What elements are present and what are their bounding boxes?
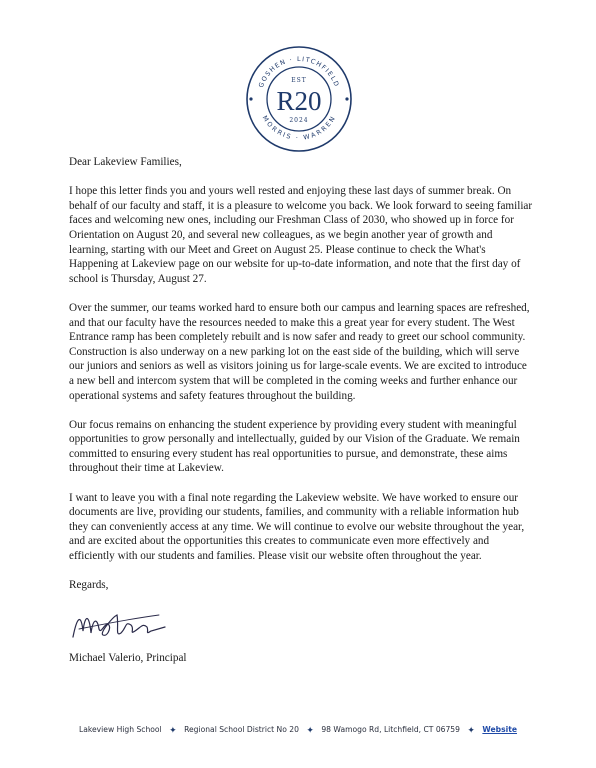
signature-image xyxy=(69,607,169,647)
paragraph-summer-updates: Over the summer, our teams worked hard to ensure both our campus and learning spaces are refreshed, and that our faculty have the resources needed to make this a great year for every student. The West Entrance ramp has been completely rebuilt and is now safer and ready to greet our school community. Construction is also underway on a new parking lot on the east side of the building, which will serve our juniors and seniors as well as visitors joining us for large-scale events. We are excited to introduce a new bell and intercom system that will be completed in the coming weeks and further enhance our operational systems and safety features throughout the building. xyxy=(69,301,530,402)
seal-bottom-arc-text: MORRIS · WARREN xyxy=(260,114,338,142)
signature-name: Michael Valerio, Principal xyxy=(69,652,187,665)
footer-separator-icon: ✦ xyxy=(467,726,475,736)
footer-website-link[interactable]: Website xyxy=(482,725,517,734)
salutation: Dear Lakeview Families, xyxy=(69,156,182,168)
seal-est-text: EST xyxy=(291,77,307,84)
closing: Regards, xyxy=(69,579,109,592)
seal-mark-text: R20 xyxy=(276,86,322,116)
paragraph-focus: Our focus remains on enhancing the student experience by providing every student with meaningful opportunities to grow personally and intellectually, guided by our Vision of the Graduate. We remain committed to ensuring every student has real opportunities to pursue, and demonstrate, these aims throughout their time at Lakeview. xyxy=(69,418,520,475)
footer-school: Lakeview High School xyxy=(79,725,162,734)
paragraph-website: I want to leave you with a final note regarding the Lakeview website. We have worked to ensure our documents are live, providing our students, families, and community with a reliable information hub they can conveniently access at any time. We will continue to evolve our website throughout the year, and are excited about the opportunities this creates to communicate even more effectively and efficiently with our students and families. Please visit our website often throughout the year. xyxy=(69,491,525,563)
district-seal-logo xyxy=(244,44,354,154)
seal-top-arc-text: GOSHEN · LITCHFIELD xyxy=(256,54,342,89)
footer-separator-icon: ✦ xyxy=(306,726,314,736)
footer-address: 98 Wamogo Rd, Litchfield, CT 06759 xyxy=(321,725,460,734)
seal-year-text: 2024 xyxy=(289,117,309,124)
paragraph-welcome: I hope this letter finds you and yours well rested and enjoying these last days of summer break. On behalf of our faculty and staff, it is a pleasure to welcome you back. We look forward to seeing familiar faces and welcoming new ones, including our Freshman Class of 2030, who showed up in force for Orientation on August 20, and several new colleagues, as we begin another year of growth and learning, starting with our Meet and Greet on August 25. Please continue to check the What's Happening at Lakeview page on our website for up-to-date information, and note that the first day of school is Thursday, August 27. xyxy=(69,185,533,285)
footer-district: Regional School District No 20 xyxy=(184,725,299,734)
letter-body xyxy=(69,150,533,681)
footer xyxy=(0,725,596,735)
footer-separator-icon: ✦ xyxy=(169,726,177,736)
